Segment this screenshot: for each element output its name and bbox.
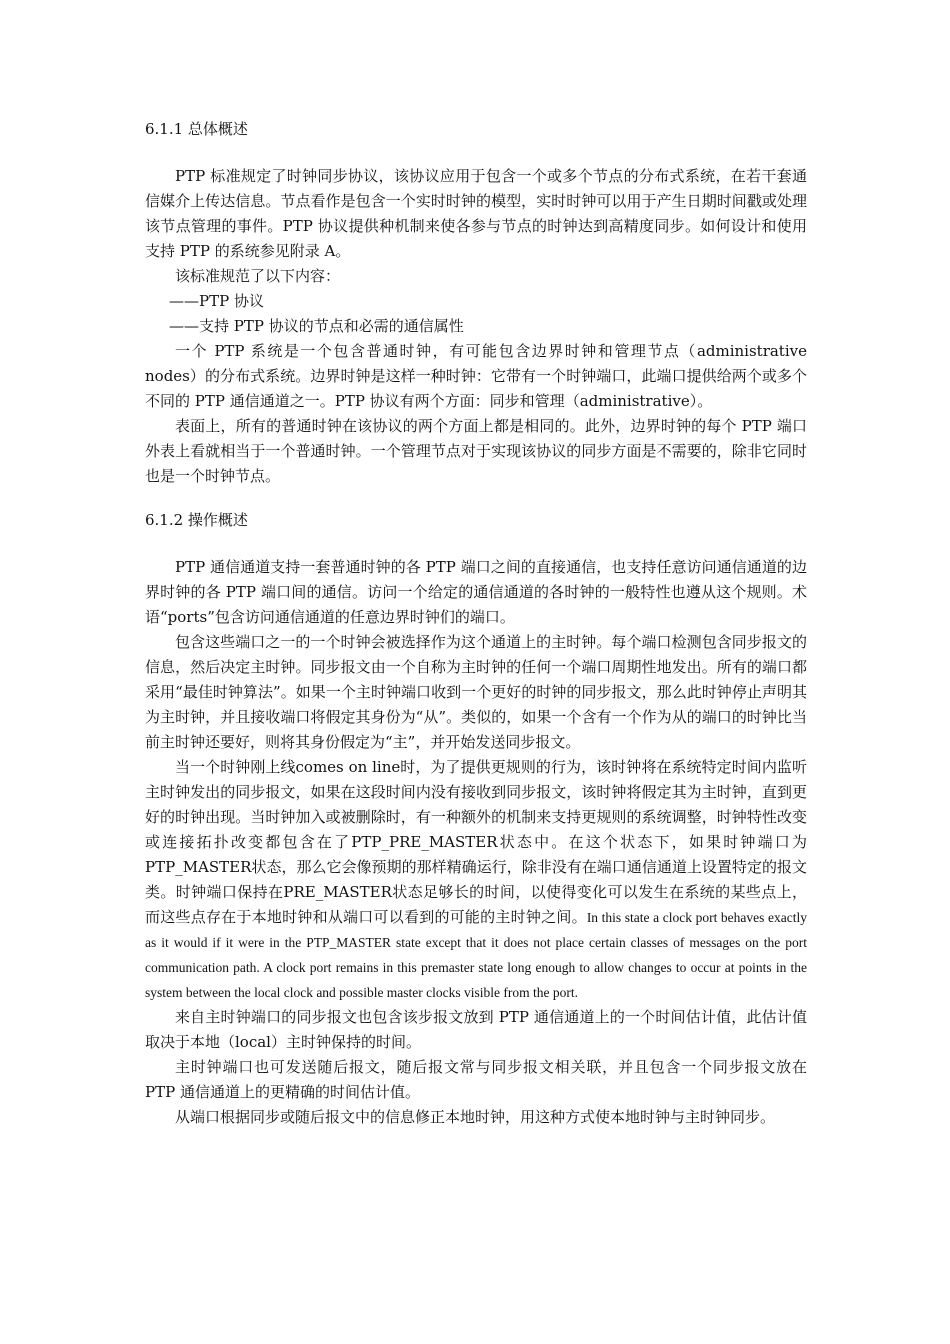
section2-paragraph-3 [145, 755, 807, 1005]
section2-paragraph-4: 来自主时钟端口的同步报文也包含该步报文放到 PTP 通信通道上的一个时间估计值，此估计值取决于本地（local）主时钟保持的时间。 [145, 1008, 807, 1051]
section2-paragraph-3-english: In this state a clock port behaves exactly as it would if it were in the PTP_MASTER state except that it does not place certain classes of messages on the port communication path. A clock port remains in this premaster state long enough to allow changes to occur at points in the system between the local clock and possible master clocks visible from the port. [145, 910, 807, 1000]
section-heading-6-1-2: 6.1.2 操作概述 [145, 511, 248, 529]
list-item-ptp-protocol: ——PTP 协议 [169, 292, 264, 310]
section2-paragraph-6: 从端口根据同步或随后报文中的信息修正本地时钟，用这种方式使本地时钟与主时钟同步。 [175, 1108, 776, 1126]
section1-paragraph-3: 一个 PTP 系统是一个包含普通时钟，有可能包含边界时钟和管理节点（administrative nodes）的分布式系统。边界时钟是这样一种时钟：它带有一个时钟端口，此端口提供给两个或多个不同的 PTP 通信通道之一。PTP 协议有两个方面：同步和管理（administrative）。 [145, 342, 807, 410]
section2-paragraph-3-chinese: 当一个时钟刚上线comes on line时，为了提供更规则的行为，该时钟将在系统特定时间内监听主时钟发出的同步报文，如果在这段时间内没有接收到同步报文，该时钟将假定其为主时钟，直到更好的时钟出现。当时钟加入或被删除时，有一种额外的机制来支持更规则的系统调整，时钟特性改变或连接拓扑改变都包含在了PTP_PRE_MASTER状态中。在这个状态下，如果时钟端口为PTP_MASTER状态，那么它会像预期的那样精确运行，除非没有在端口通信通道上设置特定的报文类。时钟端口保持在PRE_MASTER状态足够长的时间，以使得变化可以发生在系统的某些点上，而这些点存在于本地时钟和从端口可以看到的可能的主时钟之间。 [145, 758, 807, 926]
section1-paragraph-4: 表面上，所有的普通时钟在该协议的两个方面上都是相同的。此外，边界时钟的每个 PTP 端口外表上看就相当于一个普通时钟。一个管理节点对于实现该协议的同步方面是不需要的，除非它同时也是一个时钟节点。 [145, 417, 807, 485]
section1-paragraph-2: 该标准规范了以下内容： [175, 267, 341, 285]
document-page [145, 116, 807, 1130]
section2-paragraph-2: 包含这些端口之一的一个时钟会被选择作为这个通道上的主时钟。每个端口检测包含同步报文的信息，然后决定主时钟。同步报文由一个自称为主时钟的任何一个端口周期性地发出。所有的端口都采用“最佳时钟算法”。如果一个主时钟端口收到一个更好的时钟的同步报文，那么此时钟停止声明其为主时钟，并且接收端口将假定其身份为“从”。类似的，如果一个含有一个作为从的端口的时钟比当前主时钟还要好，则将其身份假定为“主”，并开始发送同步报文。 [145, 633, 807, 751]
list-item-node-attributes: ——支持 PTP 协议的节点和必需的通信属性 [169, 317, 464, 335]
section2-paragraph-5: 主时钟端口也可发送随后报文，随后报文常与同步报文相关联，并且包含一个同步报文放在 PTP 通信通道上的更精确的时间估计值。 [145, 1058, 807, 1101]
section-heading-6-1-1: 6.1.1 总体概述 [145, 120, 248, 138]
section2-paragraph-1: PTP 通信通道支持一套普通时钟的各 PTP 端口之间的直接通信，也支持任意访问通信通道的边界时钟的各 PTP 端口间的通信。访问一个给定的通信通道的各时钟的一般特性也遵从这个规则。术语“ports”包含访问通信通道的任意边界时钟们的端口。 [145, 558, 807, 626]
section1-paragraph-1: PTP 标准规定了时钟同步协议，该协议应用于包含一个或多个节点的分布式系统，在若干套通信媒介上传达信息。节点看作是包含一个实时时钟的模型，实时时钟可以用于产生日期时间戳或处理该节点管理的事件。PTP 协议提供种机制来使各参与节点的时钟达到高精度同步。如何设计和使用支持 PTP 的系统参见附录 A。 [145, 167, 807, 260]
